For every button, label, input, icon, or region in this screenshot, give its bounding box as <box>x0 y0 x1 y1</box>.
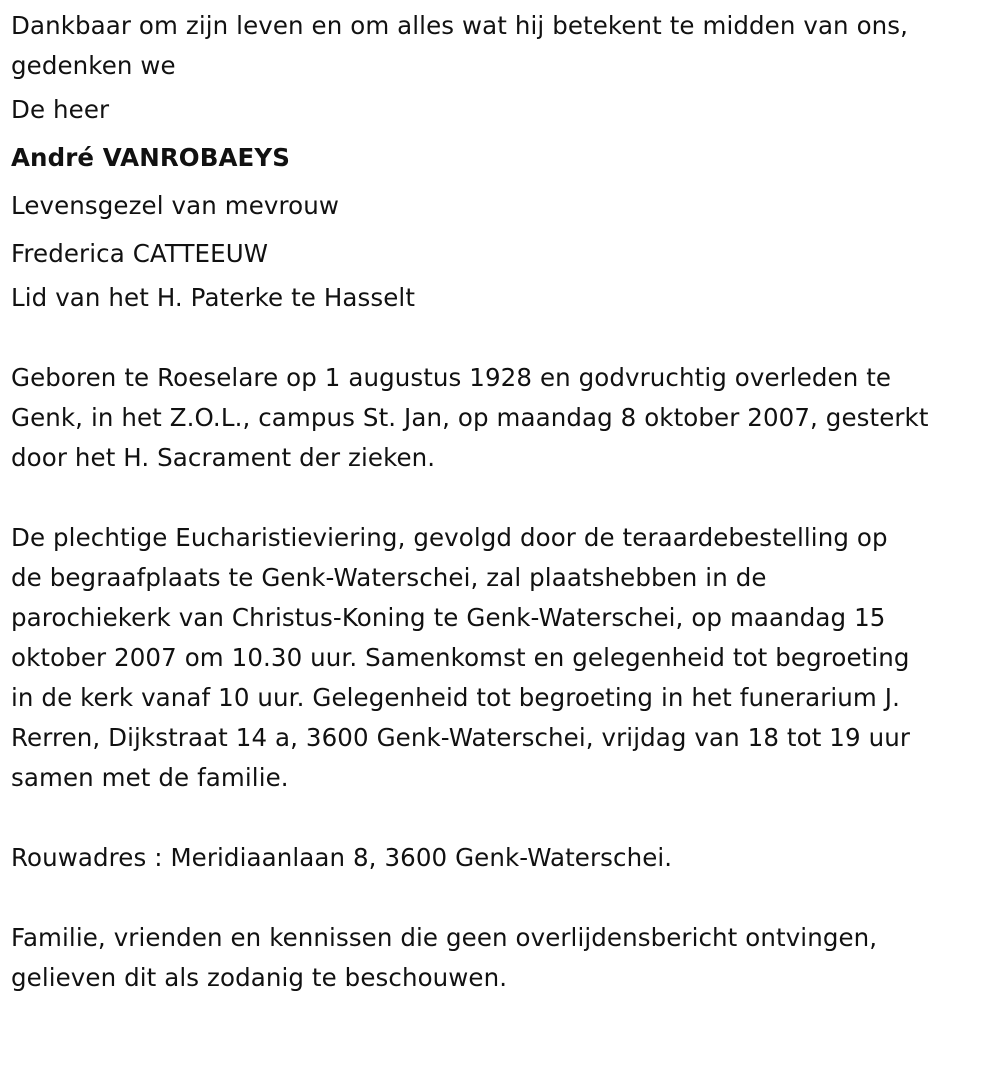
mourning-address: Rouwadres : Meridiaanlaan 8, 3600 Genk-Waterschei. <box>11 843 673 872</box>
birth-death-paragraph: Geboren te Roeselare op 1 augustus 1928 en godvruchtig overleden te Genk, in het Z.O.L., campus St. Jan, op maandag 8 oktober 2007, gesterkt door het H. Sacrament der zieken. <box>11 363 929 472</box>
partner-line: Levensgezel van mevrouw <box>11 191 339 220</box>
membership-line: Lid van het H. Paterke te Hasselt <box>11 283 416 312</box>
partner-name: Frederica CATTEEUW <box>11 239 269 268</box>
death-notice <box>11 6 989 998</box>
deceased-name: André VANROBAEYS <box>11 143 290 172</box>
intro-paragraph: Dankbaar om zijn leven en om alles wat hij betekent te midden van ons, gedenken we <box>11 11 909 80</box>
ceremony-paragraph: De plechtige Eucharistieviering, gevolgd door de teraardebestelling op de begraafplaats te Genk-Waterschei, zal plaatshebben in de parochiekerk van Christus-Koning te Genk-Waterschei, op maandag 15 oktober 2007 om 10.30 uur. Samenkomst en gelegenheid tot begroeting in de kerk vanaf 10 uur. Gelegenheid tot begroeting in het funerarium J. Rerren, Dijkstraat 14 a, 3600 Genk-Waterschei, vrijdag van 18 tot 19 uur samen met de familie. <box>11 523 910 792</box>
salutation: De heer <box>11 95 110 124</box>
closing-paragraph: Familie, vrienden en kennissen die geen overlijdensbericht ontvingen, gelieven dit als zodanig te beschouwen. <box>11 923 878 992</box>
